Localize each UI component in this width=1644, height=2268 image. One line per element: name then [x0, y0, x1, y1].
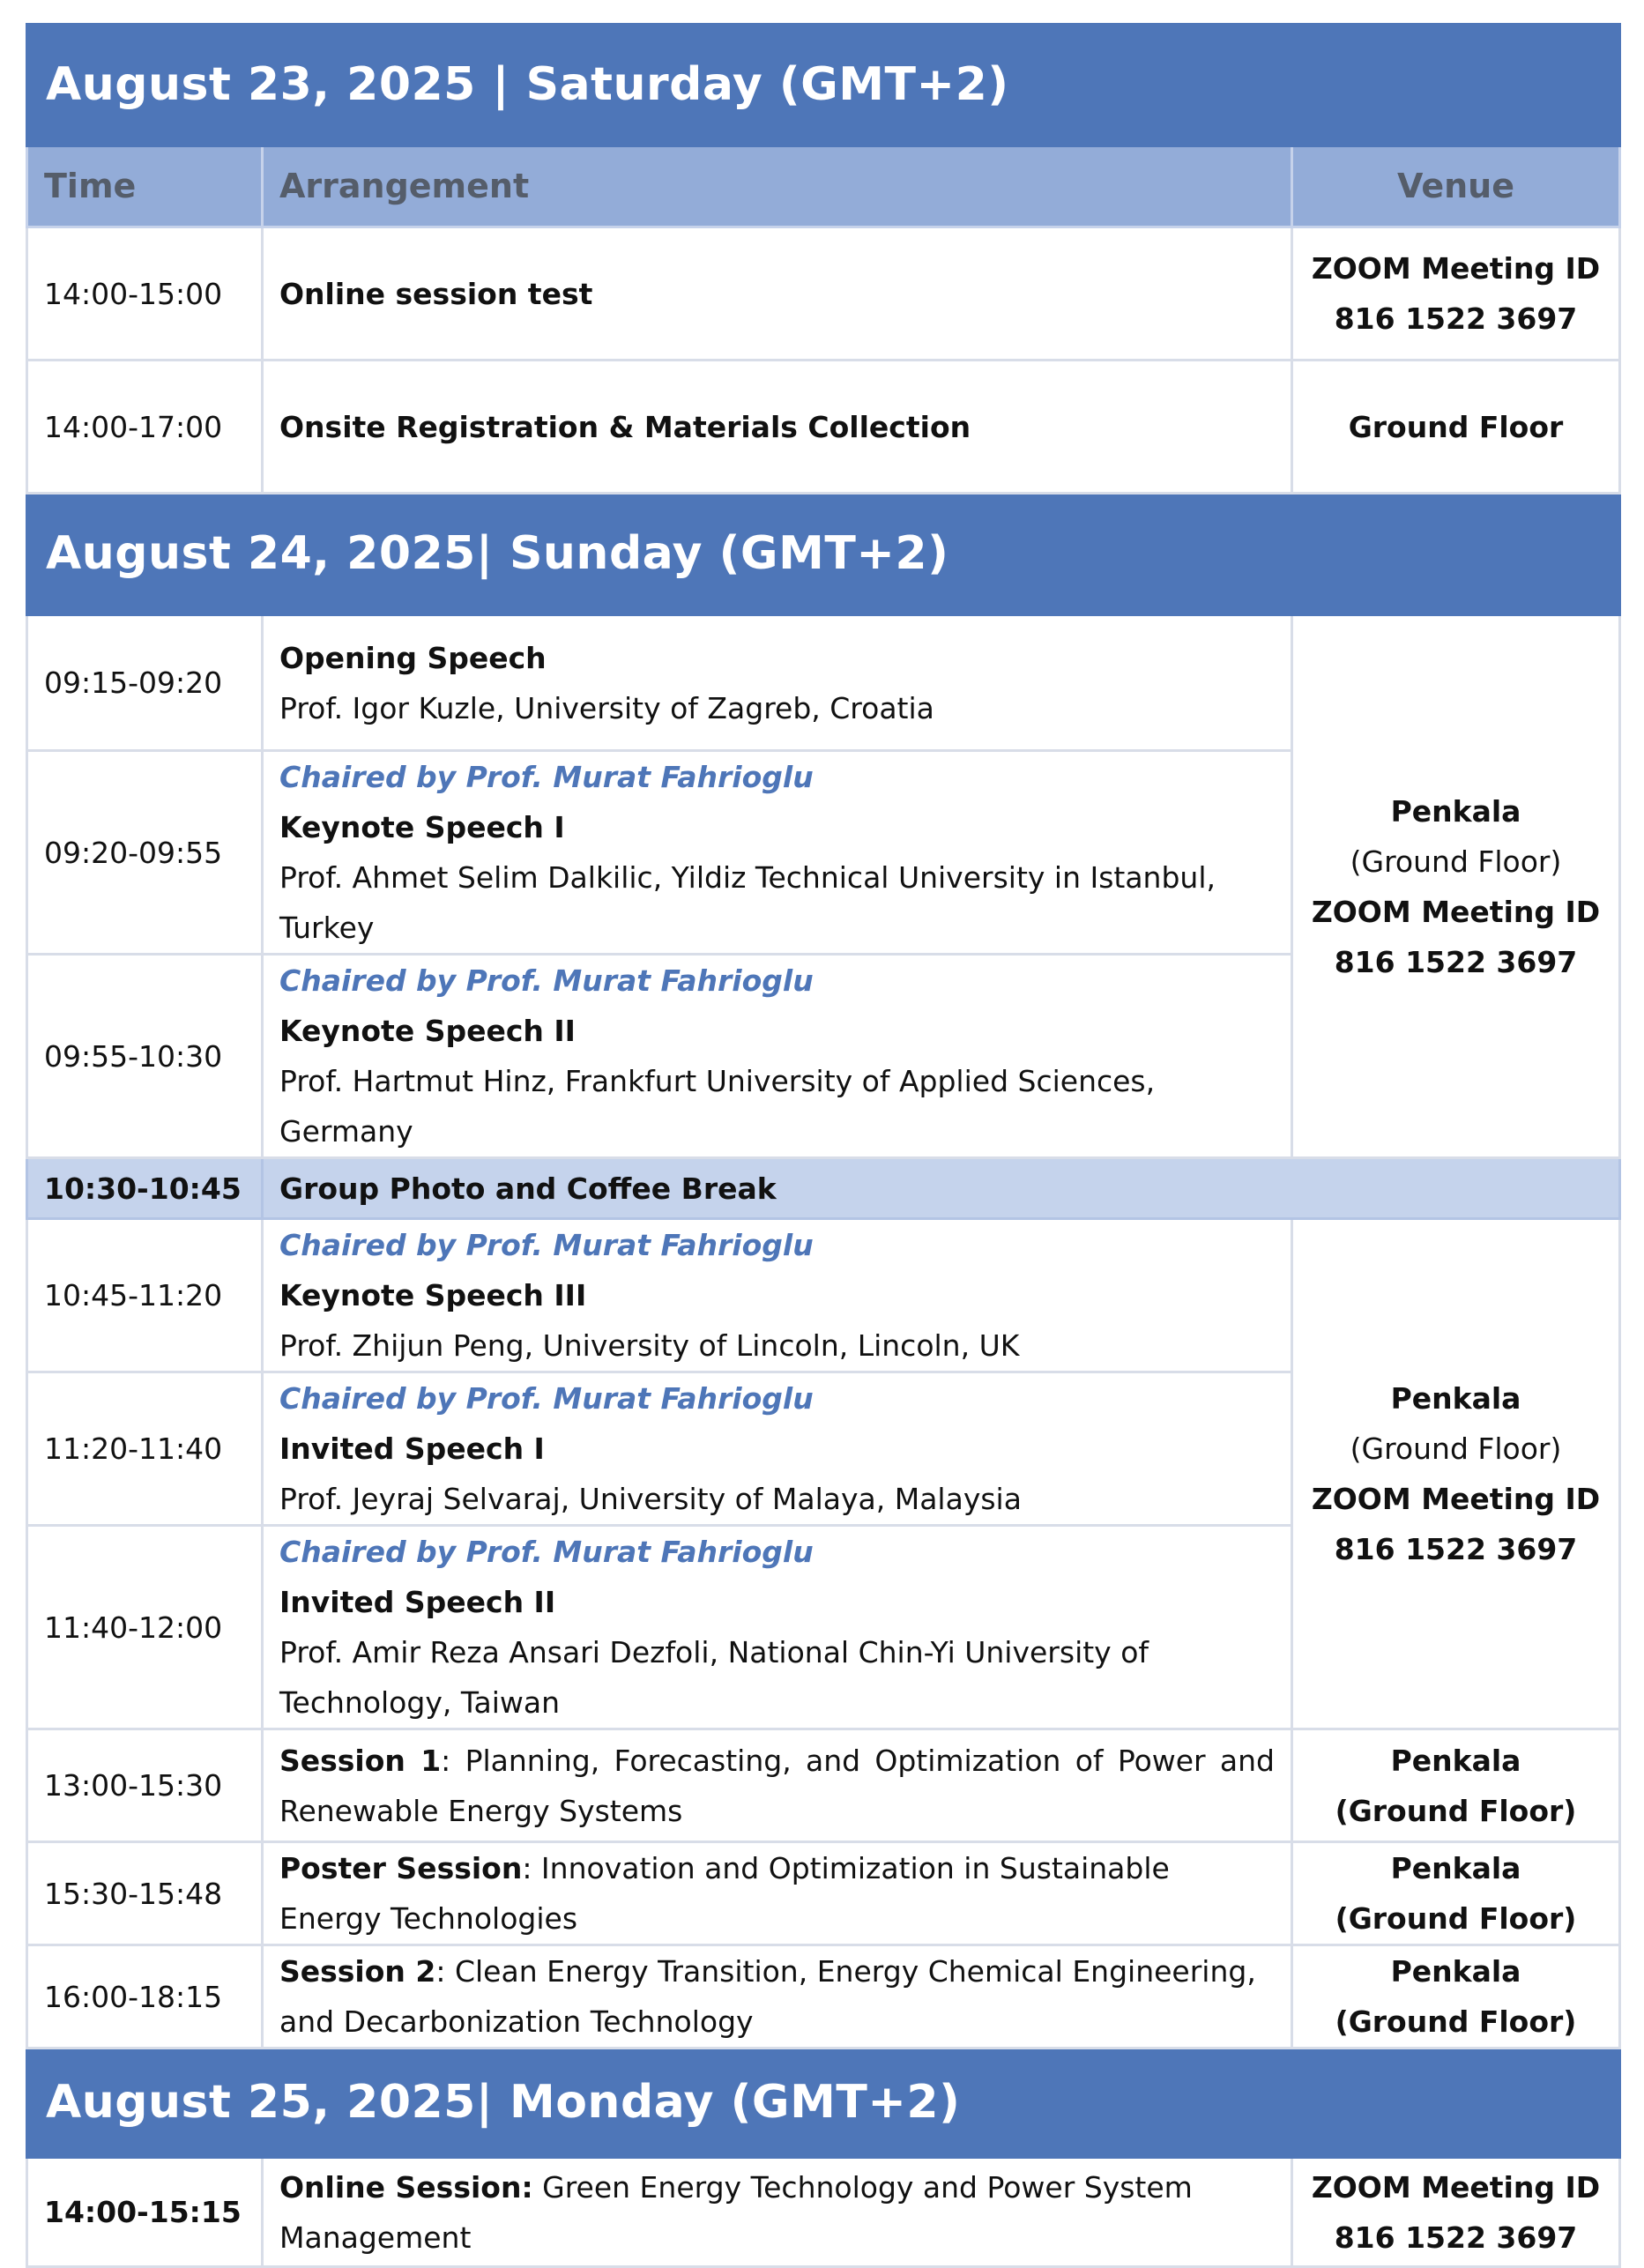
meeting-id: 816 1522 3697 [1334, 944, 1578, 979]
venue-room: Penkala [1390, 1954, 1521, 1989]
session-text: : Innovation and Optimization in Sustainable Energy Technologies [279, 1851, 1170, 1936]
time-cell: 14:00-17:00 [27, 361, 263, 494]
break-row [27, 1158, 1620, 1219]
day-header: August 23, 2025 | Saturday (GMT+2) [27, 25, 1620, 146]
venue-cell [1292, 2158, 1620, 2267]
chair-label: Chaired by Prof. Murat Fahrioglu [279, 1381, 814, 1416]
chair-label: Chaired by Prof. Murat Fahrioglu [279, 1535, 814, 1569]
speaker: Prof. Amir Reza Ansari Dezfoli, National Chin-Yi University of Technology, Taiwan [279, 1635, 1149, 1720]
session-text: : Clean Energy Transition, Energy Chemical Engineering, and Decarbonization Technology [279, 1954, 1256, 2039]
day-header-row [27, 25, 1620, 146]
venue-zoom: ZOOM Meeting ID [1311, 1482, 1601, 1516]
venue-room: Penkala [1390, 1851, 1521, 1885]
venue-room: Penkala [1390, 1743, 1521, 1778]
venue-cell: Ground Floor [1292, 361, 1620, 494]
time-cell: 09:20-09:55 [27, 751, 263, 955]
speech-title: Keynote Speech II [279, 1014, 576, 1048]
time-cell: 09:55-10:30 [27, 955, 263, 1158]
meeting-id: 816 1522 3697 [1334, 1532, 1578, 1566]
session-text: Green Energy Technology and Power System Management [279, 2169, 1193, 2255]
session-description [263, 1945, 1292, 2049]
column-header-venue: Venue [1292, 146, 1620, 227]
time-cell: 14:00-15:15 [27, 2158, 263, 2267]
session-description [263, 1842, 1292, 1945]
venue-cell [1292, 1945, 1620, 2049]
day-header-row [27, 494, 1620, 615]
venue-floor: (Ground Floor) [1350, 1431, 1562, 1466]
venue-zoom: ZOOM Meeting ID [1311, 2169, 1601, 2205]
arrangement-cell [263, 955, 1292, 1158]
time-cell: 11:20-11:40 [27, 1372, 263, 1526]
time-cell: 16:00-18:15 [27, 1945, 263, 2049]
time-cell: 11:40-12:00 [27, 1526, 263, 1729]
session-label: Poster Session [279, 1851, 523, 1885]
venue-zoom: ZOOM Meeting ID [1311, 894, 1601, 929]
session-label: Session 2 [279, 1954, 436, 1989]
venue-cell [1292, 1729, 1620, 1842]
venue-cell [1292, 1219, 1620, 1729]
session-row [27, 1842, 1620, 1945]
speaker: Prof. Jeyraj Selvaraj, University of Malaya, Malaysia [279, 1482, 1022, 1516]
time-cell: 14:00-15:00 [27, 227, 263, 361]
arrangement-title: Online session test [263, 227, 1292, 361]
speech-title: Invited Speech II [279, 1585, 556, 1619]
chair-label: Chaired by Prof. Murat Fahrioglu [279, 963, 814, 998]
chair-label: Chaired by Prof. Murat Fahrioglu [279, 760, 814, 794]
arrangement-cell [263, 1219, 1292, 1372]
session-row [27, 1945, 1620, 2049]
column-header-time: Time [27, 146, 263, 227]
column-header-arrangement: Arrangement [263, 146, 1292, 227]
speech-title: Opening Speech [279, 640, 547, 675]
arrangement-cell [263, 1372, 1292, 1526]
session-description [263, 2158, 1292, 2267]
venue-room: Penkala [1390, 1381, 1521, 1416]
speaker: Prof. Igor Kuzle, University of Zagreb, Croatia [279, 690, 934, 725]
meeting-id: 816 1522 3697 [1334, 301, 1578, 336]
time-cell: 15:30-15:48 [27, 1842, 263, 1945]
speech-title: Keynote Speech III [279, 1278, 587, 1312]
arrangement-cell [263, 1526, 1292, 1729]
venue-floor: (Ground Floor) [1350, 844, 1562, 879]
arrangement-cell [263, 615, 1292, 751]
column-header-row [27, 146, 1620, 227]
day-header: August 25, 2025| Monday (GMT+2) [27, 2049, 1620, 2158]
time-cell: 09:15-09:20 [27, 615, 263, 751]
day-header-row [27, 2049, 1620, 2158]
schedule-row [27, 361, 1620, 494]
break-time: 10:30-10:45 [27, 1158, 263, 1219]
break-title: Group Photo and Coffee Break [263, 1158, 1620, 1219]
venue-floor: (Ground Floor) [1335, 2004, 1577, 2039]
session-description [263, 1729, 1292, 1842]
meeting-id: 816 1522 3697 [1334, 2220, 1578, 2255]
session-row [27, 2158, 1620, 2267]
time-cell: 10:45-11:20 [27, 1219, 263, 1372]
arrangement-title: Onsite Registration & Materials Collection [263, 361, 1292, 494]
session-text: : Planning, Forecasting, and Optimization of Power and Renewable Energy Systems [279, 1743, 1276, 1828]
venue-cell [1292, 615, 1620, 1158]
day-header: August 24, 2025| Sunday (GMT+2) [27, 494, 1620, 615]
venue-floor: (Ground Floor) [1335, 1793, 1577, 1828]
speaker: Prof. Hartmut Hinz, Frankfurt University of Applied Sciences, Germany [279, 1064, 1156, 1149]
speaker: Prof. Ahmet Selim Dalkilic, Yildiz Technical University in Istanbul, Turkey [279, 860, 1216, 945]
venue-floor: (Ground Floor) [1335, 1901, 1577, 1936]
speech-title: Invited Speech I [279, 1431, 545, 1466]
session-label: Session 1 [279, 1743, 442, 1778]
venue-cell [1292, 1842, 1620, 1945]
speaker: Prof. Zhijun Peng, University of Lincoln, Lincoln, UK [279, 1328, 1020, 1363]
arrangement-cell [263, 751, 1292, 955]
venue-line: ZOOM Meeting ID [1311, 251, 1601, 286]
venue-room: Penkala [1390, 793, 1521, 829]
chair-label: Chaired by Prof. Murat Fahrioglu [279, 1228, 814, 1262]
schedule-table [26, 23, 1621, 2268]
speech-title: Keynote Speech I [279, 810, 565, 844]
session-label: Online Session: [279, 2169, 533, 2205]
time-cell: 13:00-15:30 [27, 1729, 263, 1842]
session-row [27, 1729, 1620, 1842]
schedule-row [27, 1219, 1620, 1372]
schedule-row [27, 227, 1620, 361]
schedule-row [27, 615, 1620, 751]
venue-cell [1292, 227, 1620, 361]
